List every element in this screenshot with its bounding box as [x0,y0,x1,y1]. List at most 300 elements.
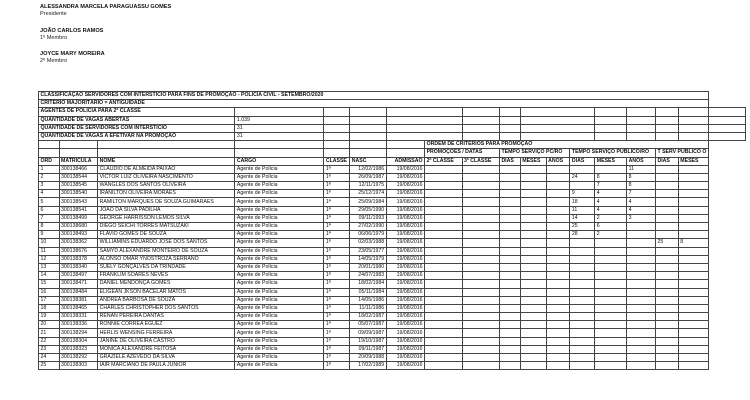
table-cell: FLAVIO GOMES DE SOUZA [98,231,235,239]
table-cell [520,296,546,304]
table-cell: 300138323 [59,345,98,353]
table-cell: 1ª [324,280,350,288]
table-cell [627,345,656,353]
column-header: DIAS [570,157,595,165]
table-cell [678,288,708,296]
table-cell: CHARLES CHRISTOPHER DOS SANTOS [98,304,235,312]
table-cell [520,182,546,190]
table-cell [425,173,462,181]
table-cell: ELIGEAN JKSON BACELAR MATOS [98,288,235,296]
table-cell [678,362,708,370]
table-cell [462,296,499,304]
table-cell: Agente de Polícia [235,354,324,362]
signatory-role: 2º Membro [40,58,68,64]
table-cell [520,362,546,370]
table-cell [546,198,570,206]
column-header: ADMISSÃO [386,157,424,165]
table-cell [678,190,708,198]
column-header: CLASSE [324,157,350,165]
table-cell: Agente de Polícia [235,190,324,198]
table-cell: 19/08/2016 [386,255,424,263]
table-cell [570,247,595,255]
table-cell [678,255,708,263]
table-cell: 300138545 [59,182,98,190]
table-cell: 1ª [324,255,350,263]
table-row [39,190,750,198]
summary-value: 31 [235,124,324,132]
table-cell: Agente de Polícia [235,255,324,263]
table-cell: 24 [39,354,60,362]
table-cell: 1ª [324,296,350,304]
table-cell [678,304,708,312]
table-cell: Agente de Polícia [235,280,324,288]
table-cell [678,272,708,280]
summary-label: QUANTIDADE DE SERVIDORES COM INTERSTICIO [39,124,235,132]
table-cell [595,288,627,296]
table-cell: 1ª [324,190,350,198]
table-cell: 20/09/1988 [350,354,386,362]
table-cell [462,255,499,263]
table-cell: 18 [39,304,60,312]
table-cell: 1ª [324,321,350,329]
table-row [39,198,750,206]
table-cell [520,280,546,288]
column-header: 3ª CLASSE [462,157,499,165]
table-cell [499,362,520,370]
table-cell [627,296,656,304]
table-cell [655,345,678,353]
table-row [39,247,750,255]
table-cell [678,313,708,321]
table-cell [570,354,595,362]
table-cell [570,337,595,345]
table-cell [499,231,520,239]
table-cell [520,263,546,271]
table-cell: 3 [39,182,60,190]
table-cell: Agente de Polícia [235,223,324,231]
table-cell [499,272,520,280]
table-cell: 12/02/1986 [350,165,386,173]
table-cell: 1 [39,165,60,173]
table-cell: 19/08/2016 [386,198,424,206]
table-cell: 8 [678,239,708,247]
table-cell: 4 [627,198,656,206]
table-cell: 26/09/1987 [350,173,386,181]
table-cell: 10 [39,239,60,247]
table-cell: DIEGO SEICHI TORRES MATSUZAKI [98,223,235,231]
table-cell [678,345,708,353]
table-cell: SUELY GONÇALVES DA TRINDADE [98,263,235,271]
table-cell [627,337,656,345]
table-cell [462,321,499,329]
table-cell [425,345,462,353]
column-header: MESES [595,157,627,165]
table-cell: 1ª [324,223,350,231]
table-cell: 22 [39,337,60,345]
table-cell [462,231,499,239]
table-cell: 2 [595,231,627,239]
table-cell: 1ª [324,247,350,255]
table-cell [570,263,595,271]
table-cell: Agente de Polícia [235,288,324,296]
table-cell [499,280,520,288]
table-cell [425,239,462,247]
table-cell: 300138544 [59,173,98,181]
table-cell [499,214,520,222]
table-cell [595,165,627,173]
table-row [39,329,750,337]
table-cell [425,247,462,255]
table-cell: 19/08/2016 [386,214,424,222]
table-cell: Agente de Polícia [235,239,324,247]
table-cell [655,173,678,181]
table-cell [425,206,462,214]
table-cell: 05/11/1984 [350,288,386,296]
table-row [39,182,750,190]
table-cell: GRAZIELE AZEVEDO DA SILVA [98,354,235,362]
table-cell: Agente de Polícia [235,321,324,329]
table-cell: DANIEL MENDONÇA GOMES [98,280,235,288]
table-cell [499,345,520,353]
table-cell: 1ª [324,337,350,345]
table-cell [678,296,708,304]
table-cell: 18/02/1984 [350,280,386,288]
table-row [39,280,750,288]
table-cell [462,214,499,222]
table-cell: 19/08/2016 [386,272,424,280]
table-cell: 19 [39,313,60,321]
table-cell [520,255,546,263]
table-cell: HERLIS WENSING FERREIRA [98,329,235,337]
signatory-name: JOYCE MARY MOREIRA [40,51,105,57]
table-cell [595,362,627,370]
table-cell: 300138471 [59,280,98,288]
table-cell [499,255,520,263]
table-cell [570,288,595,296]
table-cell: 7 [595,182,627,190]
table-row [39,272,750,280]
signatory-name: ALESSANDRA MARCELA PARAGUASSU GOMES [40,4,172,10]
table-cell: 2 [595,214,627,222]
table-cell [462,198,499,206]
table-cell: 19/08/2016 [386,304,424,312]
table-cell: 13 [39,263,60,271]
subgroup-header-row [39,149,750,157]
table-cell [655,255,678,263]
table-cell [499,198,520,206]
table-cell: 8 [39,223,60,231]
table-cell: 1ª [324,313,350,321]
table-cell [655,272,678,280]
table-cell: 300138331 [59,313,98,321]
table-cell [655,337,678,345]
table-cell [520,337,546,345]
table-cell: 5 [39,198,60,206]
table-cell: 300138676 [59,247,98,255]
table-cell: 1ª [324,165,350,173]
table-cell: Agente de Polícia [235,296,324,304]
table-cell: 8 [627,182,656,190]
table-cell: Agente de Polícia [235,362,324,370]
report-criterion: CRITÉRIO MAJORITÁRIO = ANTIGUIDADE [39,100,709,108]
table-cell: 09/11/1987 [350,345,386,353]
table-cell: MONICA ALEXANDRE FEITOSA [98,345,235,353]
table-cell [499,354,520,362]
table-row [39,321,750,329]
column-header: CARGO [235,157,324,165]
table-cell [520,198,546,206]
table-row [39,354,750,362]
table-cell: 1ª [324,263,350,271]
table-cell [520,329,546,337]
table-cell: 1ª [324,239,350,247]
table-cell [499,247,520,255]
table-cell [499,313,520,321]
table-cell: 25/09/1984 [350,198,386,206]
table-cell: 23 [39,345,60,353]
subgroup-tserv-publico: T SERV PUBLICO O [657,149,707,156]
table-cell [520,345,546,353]
table-cell [595,247,627,255]
table-cell [595,313,627,321]
table-cell [425,354,462,362]
table-cell [425,304,462,312]
table-cell [425,263,462,271]
table-cell: 19/08/2016 [386,231,424,239]
table-cell [678,247,708,255]
table-cell [520,214,546,222]
table-cell [462,263,499,271]
table-cell [627,321,656,329]
table-cell [520,239,546,247]
table-cell: 6 [39,206,60,214]
summary-row [39,124,750,132]
table-cell: 300138680 [59,223,98,231]
table-cell [462,329,499,337]
table-cell [627,354,656,362]
table-cell [546,223,570,231]
table-cell: 19/08/2016 [386,173,424,181]
table-cell: 25 [655,239,678,247]
table-cell: 27/02/1990 [350,223,386,231]
table-cell: RAMILTON MARQUES DE SOUZA GUIMARAES [98,198,235,206]
table-cell [655,165,678,173]
table-cell [678,337,708,345]
table-cell: Agente de Polícia [235,198,324,206]
table-cell: Agente de Polícia [235,263,324,271]
table-cell: 7 [39,214,60,222]
table-cell: 11 [627,165,656,173]
table-cell [499,223,520,231]
table-cell: 300138543 [59,198,98,206]
table-cell [595,239,627,247]
table-cell [570,272,595,280]
table-cell: 02/03/1988 [350,239,386,247]
table-cell: 1ª [324,288,350,296]
table-cell: 19/08/2016 [386,206,424,214]
table-cell [499,173,520,181]
table-cell [425,231,462,239]
table-cell [570,345,595,353]
table-cell [678,214,708,222]
table-cell [570,280,595,288]
table-cell [678,223,708,231]
table-cell [520,247,546,255]
table-cell: 300138292 [59,354,98,362]
table-cell: 19/08/2016 [386,190,424,198]
subgroup-tempo-pc: TEMPO SERVIÇO PC/RO [499,149,569,157]
table-cell [499,165,520,173]
table-cell: 1ª [324,354,350,362]
table-cell: 19/08/2016 [386,329,424,337]
table-cell: 19/08/2016 [386,182,424,190]
criterion-row [39,100,750,108]
table-cell [678,263,708,271]
table-cell [520,206,546,214]
table-cell: Agente de Polícia [235,329,324,337]
table-cell [570,313,595,321]
table-cell: 1ª [324,304,350,312]
subgroup-promocoes: PROMOÇÕES / DATAS [425,149,500,157]
table-cell [462,345,499,353]
table-cell [678,280,708,288]
table-cell [520,304,546,312]
table-cell [655,247,678,255]
table-cell: 15 [39,280,60,288]
table-cell [425,182,462,190]
table-cell: 19/08/2016 [386,288,424,296]
table-cell: 300138336 [59,321,98,329]
table-cell [595,280,627,288]
group-header-row [39,141,750,149]
table-cell [462,272,499,280]
table-cell: 4 [595,190,627,198]
table-cell: 25 [39,362,60,370]
table-cell [520,321,546,329]
table-cell [499,206,520,214]
table-cell: 1ª [324,362,350,370]
table-cell: 1ª [324,345,350,353]
table-cell [520,231,546,239]
table-cell [678,354,708,362]
table-cell [595,337,627,345]
table-row [39,345,750,353]
table-cell [462,337,499,345]
table-cell [546,296,570,304]
table-cell: Agente de Polícia [235,206,324,214]
table-cell [655,321,678,329]
table-cell [499,182,520,190]
table-cell: 29/05/1990 [350,206,386,214]
table-cell: 18/02/1987 [350,313,386,321]
table-cell: 14 [39,272,60,280]
table-cell: 19/08/2016 [386,223,424,231]
table-cell [678,231,708,239]
column-header: NOME [98,157,235,165]
table-cell [546,345,570,353]
table-cell: 05/07/1987 [350,321,386,329]
table-cell: 1ª [324,214,350,222]
classification-table [38,91,750,370]
table-cell: 1ª [324,182,350,190]
table-cell [678,173,708,181]
table-cell [546,173,570,181]
table-cell [499,337,520,345]
table-cell [520,272,546,280]
table-cell [462,362,499,370]
summary-row [39,132,750,140]
table-cell: 8 [595,173,627,181]
table-cell [655,362,678,370]
table-cell [595,354,627,362]
table-cell [425,362,462,370]
table-cell [546,304,570,312]
table-cell [627,313,656,321]
table-cell: 19/08/2016 [386,263,424,271]
column-header: ANOS [546,157,570,165]
table-cell [499,304,520,312]
classification-sheet [38,91,750,400]
table-cell: 21 [39,329,60,337]
table-cell [425,296,462,304]
table-cell: 06/06/1979 [350,231,386,239]
table-cell [425,280,462,288]
table-cell: 18 [570,198,595,206]
table-cell: 1ª [324,272,350,280]
summary-label: QUANTIDADE DE VAGAS ABERTAS [39,116,235,124]
table-cell: 300138497 [59,272,98,280]
table-cell [655,231,678,239]
table-cell: Agente de Polícia [235,247,324,255]
table-cell [462,239,499,247]
table-cell: 11 [570,206,595,214]
table-cell [520,313,546,321]
table-cell [655,329,678,337]
table-cell: 8 [627,173,656,181]
table-row [39,165,750,173]
table-cell [627,304,656,312]
table-row [39,239,750,247]
table-cell: 09/11/1993 [350,214,386,222]
table-cell: 25/12/1974 [350,190,386,198]
table-cell [655,304,678,312]
table-cell [546,239,570,247]
table-cell [678,206,708,214]
table-row [39,263,750,271]
table-cell: 19/08/2016 [386,239,424,247]
signatory-role: 1º Membro [40,35,68,41]
table-cell [546,337,570,345]
table-cell: RONNIE CORREA EGUEZ [98,321,235,329]
table-cell [425,165,462,173]
table-cell: 24 [570,173,595,181]
table-cell: 1ª [324,231,350,239]
table-cell: ANDREA BARBOSA DE SOUZA [98,296,235,304]
table-cell [627,231,656,239]
table-cell [570,296,595,304]
table-cell: 20/01/1980 [350,263,386,271]
table-cell: FRANKLIM SOARES NEVES [98,272,235,280]
table-row [39,288,750,296]
table-cell [546,190,570,198]
table-cell: 300138493 [59,231,98,239]
table-cell: 300138541 [59,206,98,214]
table-cell: 1ª [324,329,350,337]
table-cell: 300138484 [59,288,98,296]
summary-value: 31 [235,132,324,140]
table-cell: 300138340 [59,263,98,271]
table-cell [655,182,678,190]
